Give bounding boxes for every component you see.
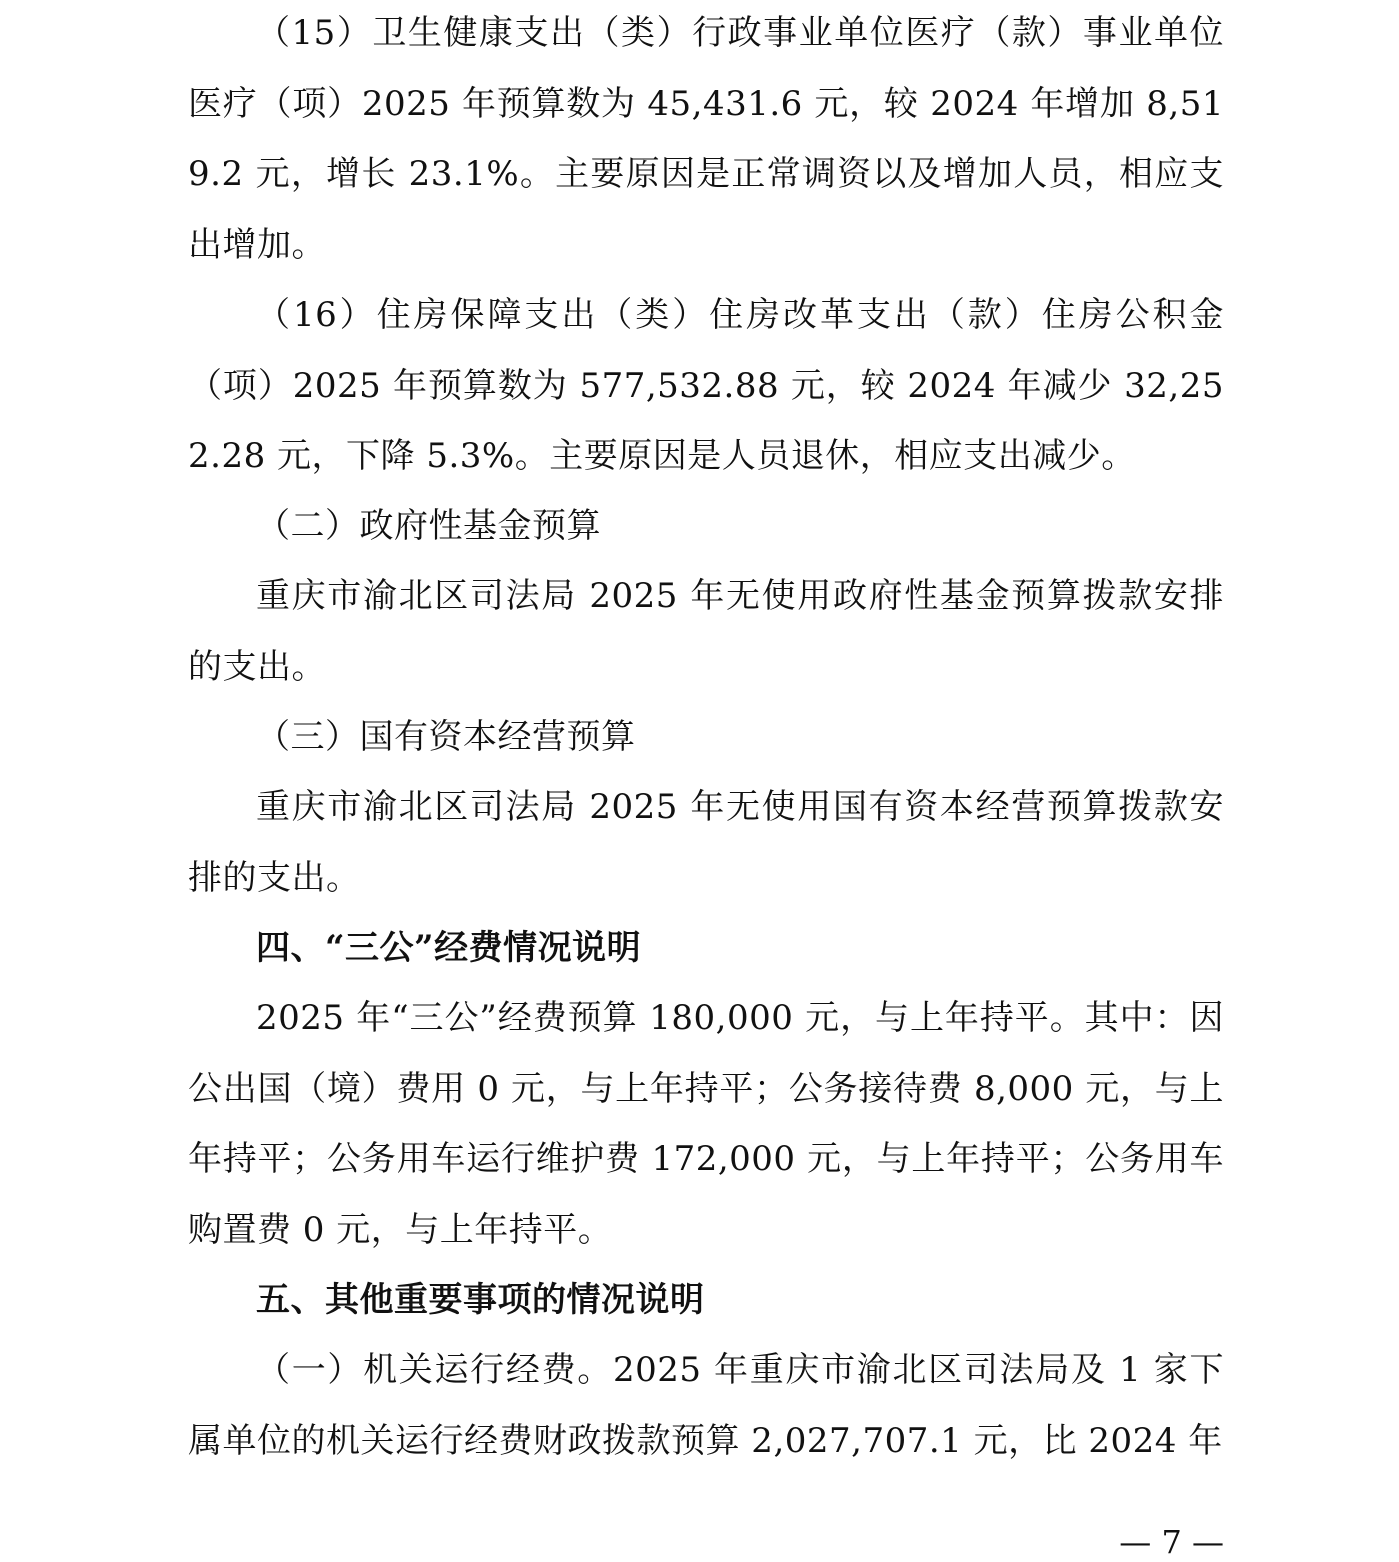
heading-state-capital-budget: （三）国有资本经营预算 [256, 717, 636, 757]
paragraph-three-public-expenses: 2025 年“三公”经费预算 180,000 元，与上年持平。其中：因公出国（境）费用 0 元，与上年持平；公务接待费 8,000 元，与上年持平；公务用车运行维护费 172,000 元，与上年持平；公务用车购置费 0 元，与上年持平。 [188, 998, 1224, 1250]
heading-government-fund-budget: （二）政府性基金预算 [256, 506, 601, 546]
page-number: — 7 — [1119, 1523, 1224, 1561]
paragraph-housing-expenditure: （16）住房保障支出（类）住房改革支出（款）住房公积金（项）2025 年预算数为 577,532.88 元，较 2024 年减少 32,252.28 元，下降 5.3%。主要原因是人员退休，相应支出减少。 [188, 295, 1224, 476]
heading-three-public-expenses: 四、“三公”经费情况说明 [256, 928, 642, 968]
paragraph-health-expenditure: （15）卫生健康支出（类）行政事业单位医疗（款）事业单位医疗（项）2025 年预算数为 45,431.6 元，较 2024 年增加 8,519.2 元，增长 23.1%。主要原因是正常调资以及增加人员，相应支出增加。 [188, 13, 1224, 265]
heading-other-important-matters: 五、其他重要事项的情况说明 [256, 1280, 705, 1320]
paragraph-agency-operating-expenses: （一）机关运行经费。2025 年重庆市渝北区司法局及 1 家下属单位的机关运行经费财政拨款预算 2,027,707.1 元，比 2024 年 [188, 1350, 1224, 1461]
paragraph-government-fund-budget: 重庆市渝北区司法局 2025 年无使用政府性基金预算拨款安排的支出。 [188, 576, 1224, 687]
paragraph-state-capital-budget: 重庆市渝北区司法局 2025 年无使用国有资本经营预算拨款安排的支出。 [188, 787, 1224, 898]
